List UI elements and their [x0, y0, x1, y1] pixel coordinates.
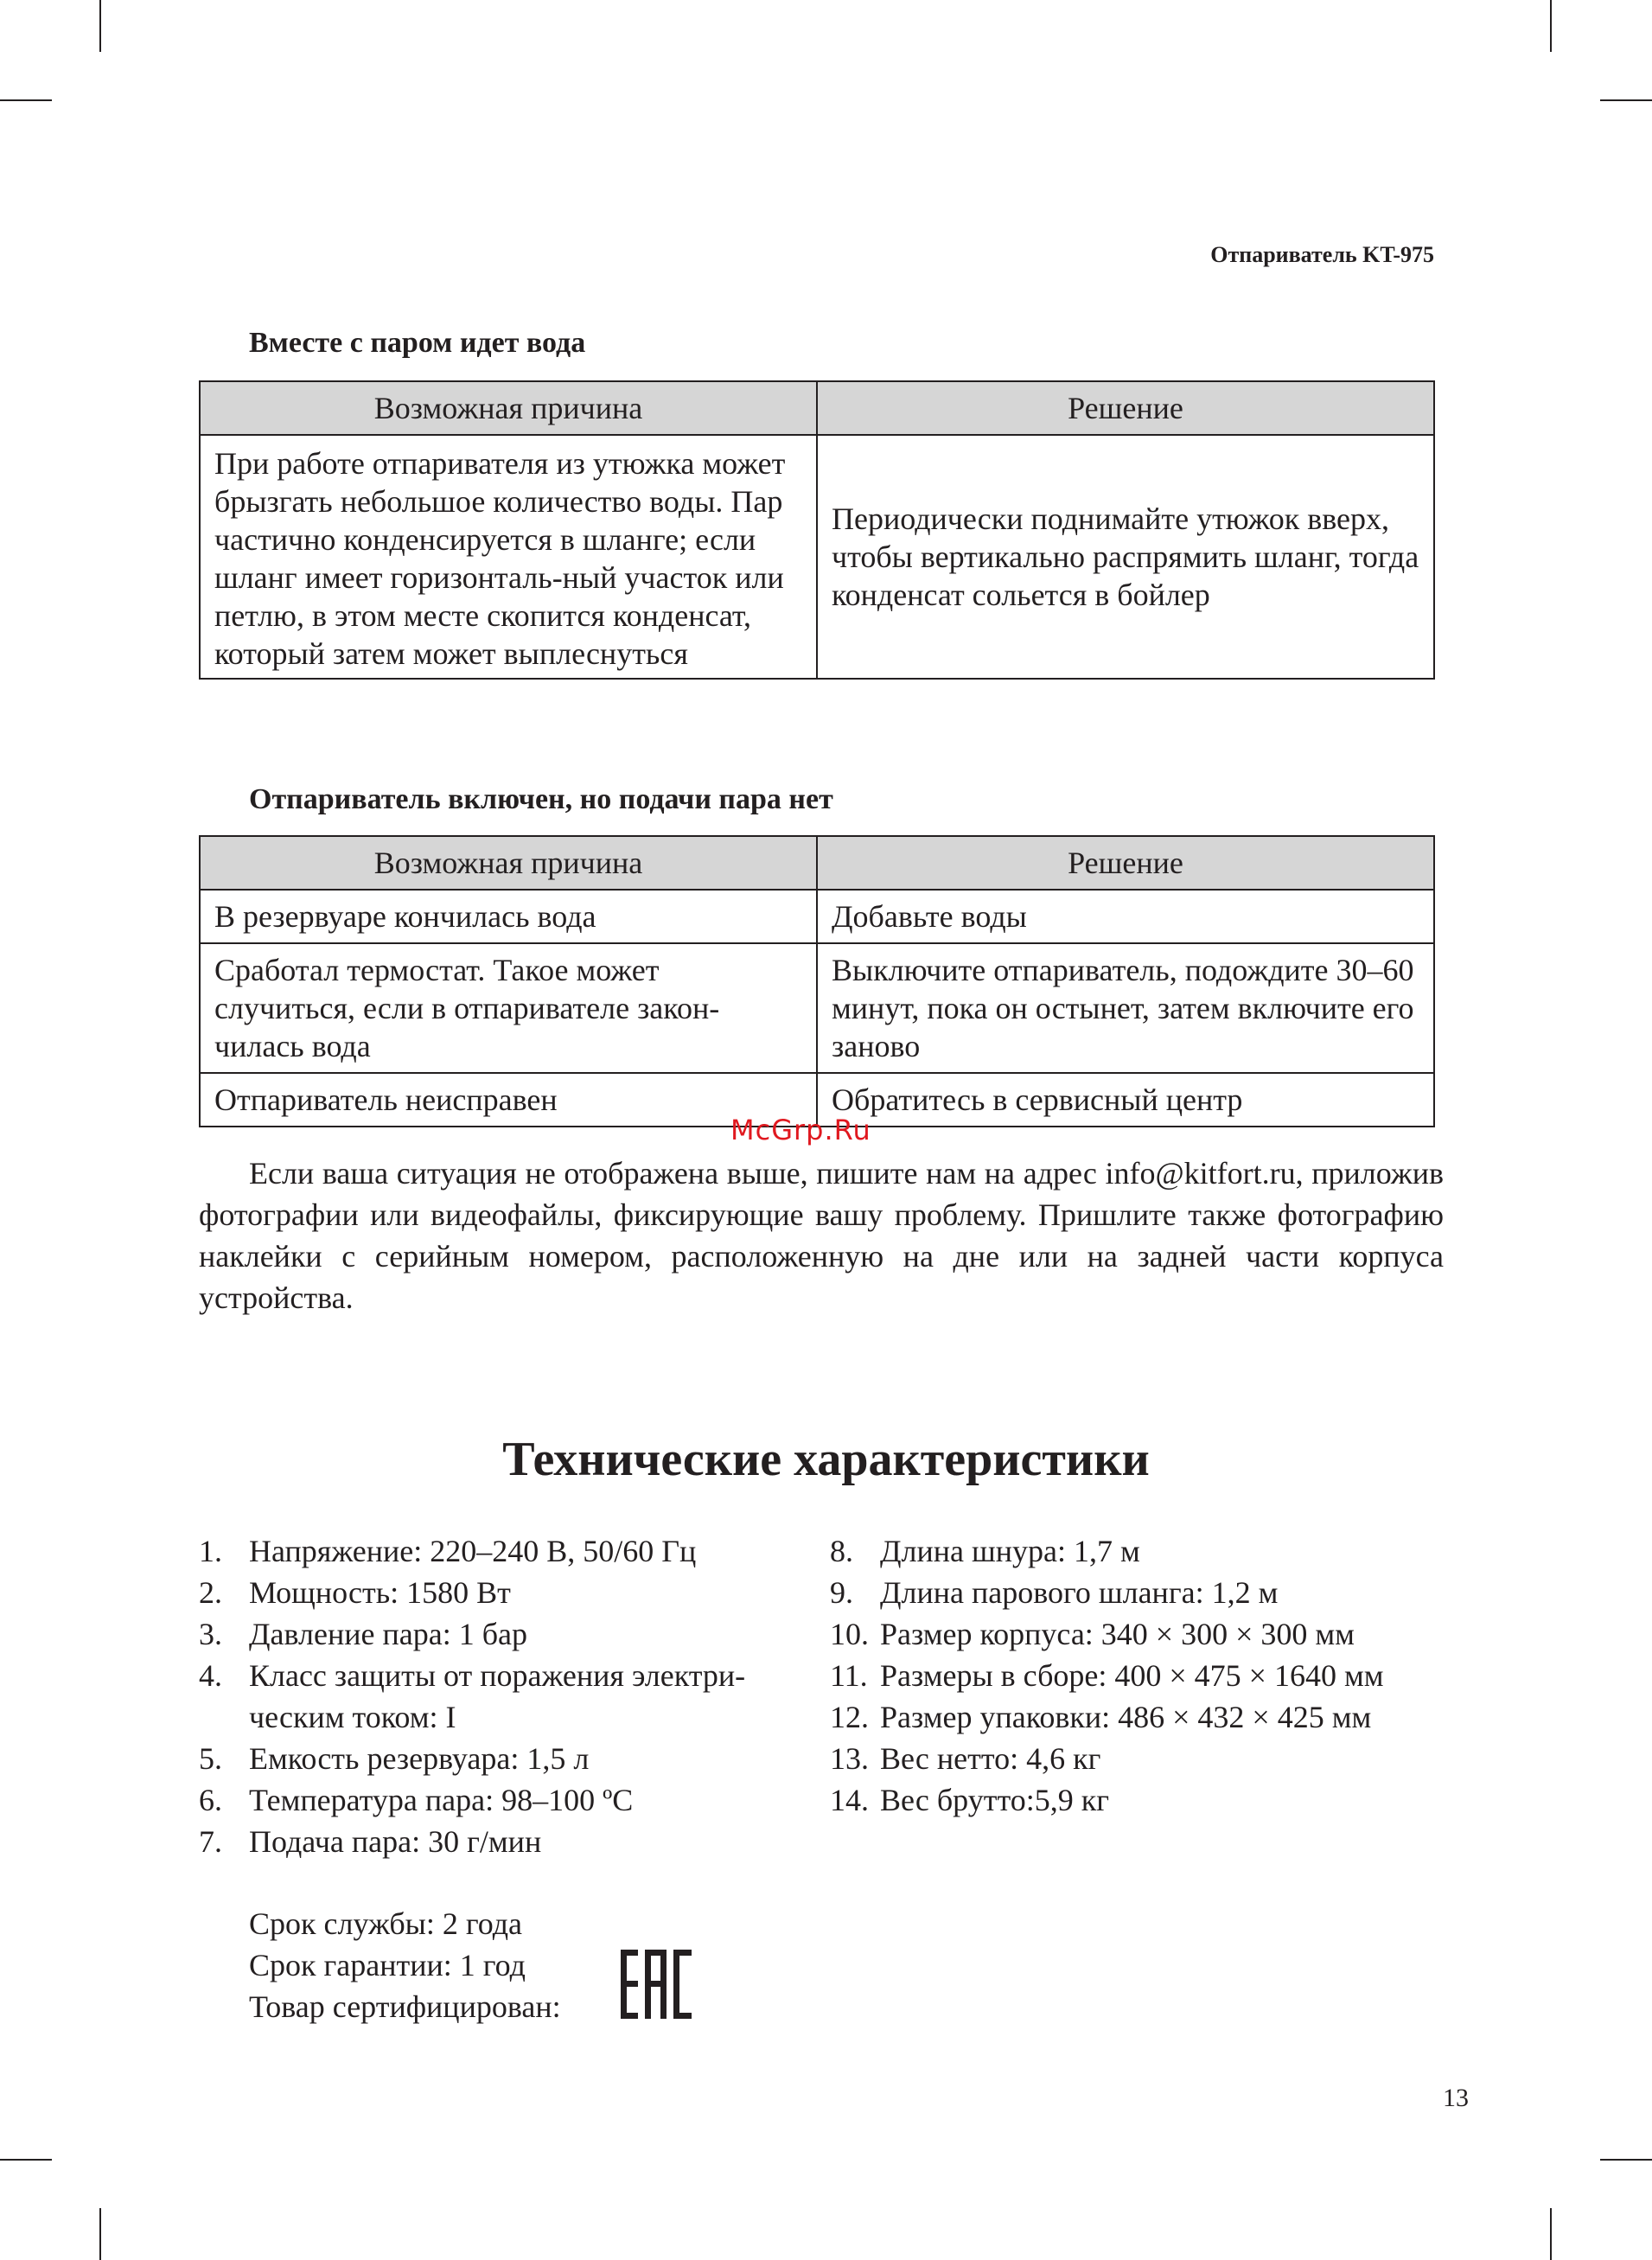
watermark: McGrp.Ru	[730, 1114, 871, 1146]
solution-cell: Обратитесь в сервисный центр	[817, 1073, 1434, 1127]
column-header-solution: Решение	[817, 381, 1434, 435]
page-number: 13	[1443, 2084, 1469, 2112]
eac-logo-icon	[621, 1950, 692, 2019]
item-number: 12.	[830, 1700, 869, 1734]
crop-mark	[1550, 0, 1552, 52]
cause-cell: При работе отпаривателя из утюжка может брызгать небольшое количество воды. Пар частично конденсируется в шланге; если шланг имеет горизонталь-ный участок или петлю, в этом месте скопится конденсат, который затем может выплеснуться	[200, 435, 817, 679]
item-number: 13.	[830, 1741, 869, 1776]
list-item	[199, 1779, 804, 1821]
item-text: Длина шнура: 1,7 м	[880, 1534, 1140, 1568]
contact-text: Если ваша ситуация не отображена выше, пишите нам на адрес info@kitfort.ru, приложив фотографии или видеофайлы, фиксирующие вашу проблему. Пришлите также фотографию наклейки с серийным номером, расположенную на дне или на задней части корпуса устройства.	[199, 1156, 1444, 1315]
list-item	[830, 1696, 1452, 1738]
list-item	[830, 1655, 1452, 1696]
solution-cell: Добавьте воды	[817, 890, 1434, 943]
service-info	[249, 1903, 561, 2027]
solution-cell: Выключите отпариватель, подождите 30–60 минут, пока он остынет, затем включите его заново	[817, 943, 1434, 1073]
item-number: 7.	[199, 1824, 222, 1859]
table-header-row	[200, 836, 1434, 890]
item-text: Размеры в сборе: 400 × 475 × 1640 мм	[880, 1658, 1384, 1693]
column-header-cause: Возможная причина	[200, 836, 817, 890]
table-row	[200, 435, 1434, 679]
cause-cell: Сработал термостат. Такое может случиться, если в отпаривателе закон-чилась вода	[200, 943, 817, 1073]
item-number: 2.	[199, 1575, 222, 1610]
item-text: Класс защиты от поражения электри-ческим током: I	[249, 1658, 746, 1734]
list-item	[199, 1738, 804, 1779]
warranty: Срок гарантии: 1 год	[249, 1948, 526, 1982]
item-number: 4.	[199, 1658, 222, 1693]
troubleshooting-table-water	[199, 380, 1435, 680]
list-item	[830, 1779, 1452, 1821]
contact-paragraph	[199, 1152, 1444, 1318]
list-item	[830, 1572, 1452, 1613]
item-number: 10.	[830, 1617, 869, 1651]
troubleshooting-table-no-steam	[199, 835, 1435, 1127]
item-number: 6.	[199, 1783, 222, 1817]
crop-mark	[1550, 2208, 1552, 2260]
item-number: 9.	[830, 1575, 853, 1610]
item-number: 11.	[830, 1658, 868, 1693]
item-text: Мощность: 1580 Вт	[249, 1575, 511, 1610]
service-life: Срок службы: 2 года	[249, 1906, 523, 1941]
crop-mark	[1600, 99, 1652, 101]
list-item	[199, 1655, 768, 1738]
item-text: Температура пара: 98–100 ºС	[249, 1783, 634, 1817]
crop-mark	[99, 2208, 101, 2260]
list-item	[199, 1572, 804, 1613]
item-text: Вес нетто: 4,6 кг	[880, 1741, 1101, 1776]
running-header: Отпариватель KT-975	[1210, 242, 1434, 267]
section-title-no-steam: Отпариватель включен, но подачи пара нет	[249, 783, 833, 815]
item-text: Давление пара: 1 бар	[249, 1617, 528, 1651]
section-title-water-with-steam: Вместе с паром идет вода	[249, 327, 586, 359]
list-item	[830, 1738, 1452, 1779]
specs-title: Технические характеристики	[502, 1433, 1150, 1486]
item-text: Размер упаковки: 486 × 432 × 425 мм	[880, 1700, 1372, 1734]
item-text: Напряжение: 220–240 В, 50/60 Гц	[249, 1534, 697, 1568]
crop-mark	[99, 0, 101, 52]
item-number: 5.	[199, 1741, 222, 1776]
table-row	[200, 890, 1434, 943]
table-row	[200, 943, 1434, 1073]
spec-list-right	[830, 1530, 1452, 1821]
list-item	[830, 1530, 1452, 1572]
cause-cell: В резервуаре кончилась вода	[200, 890, 817, 943]
item-text: Вес брутто:5,9 кг	[880, 1783, 1109, 1817]
item-text: Подача пара: 30 г/мин	[249, 1824, 542, 1859]
item-text: Длина парового шланга: 1,2 м	[880, 1575, 1279, 1610]
list-item	[199, 1821, 804, 1862]
item-number: 3.	[199, 1617, 222, 1651]
spec-list-left	[199, 1530, 804, 1862]
list-item	[830, 1613, 1452, 1655]
crop-mark	[1600, 2159, 1652, 2161]
item-text: Размер корпуса: 340 × 300 × 300 мм	[880, 1617, 1355, 1651]
cause-cell: Отпариватель неисправен	[200, 1073, 817, 1127]
list-item	[199, 1613, 804, 1655]
solution-cell: Периодически поднимайте утюжок вверх, чтобы вертикально распрямить шланг, тогда конденсат сольется в бойлер	[817, 435, 1434, 679]
item-number: 14.	[830, 1783, 869, 1817]
crop-mark	[0, 99, 52, 101]
column-header-solution: Решение	[817, 836, 1434, 890]
item-text: Емкость резервуара: 1,5 л	[249, 1741, 590, 1776]
item-number: 8.	[830, 1534, 853, 1568]
list-item	[199, 1530, 804, 1572]
certified-label: Товар сертифицирован:	[249, 1989, 561, 2024]
crop-mark	[0, 2159, 52, 2161]
column-header-cause: Возможная причина	[200, 381, 817, 435]
table-header-row	[200, 381, 1434, 435]
item-number: 1.	[199, 1534, 222, 1568]
